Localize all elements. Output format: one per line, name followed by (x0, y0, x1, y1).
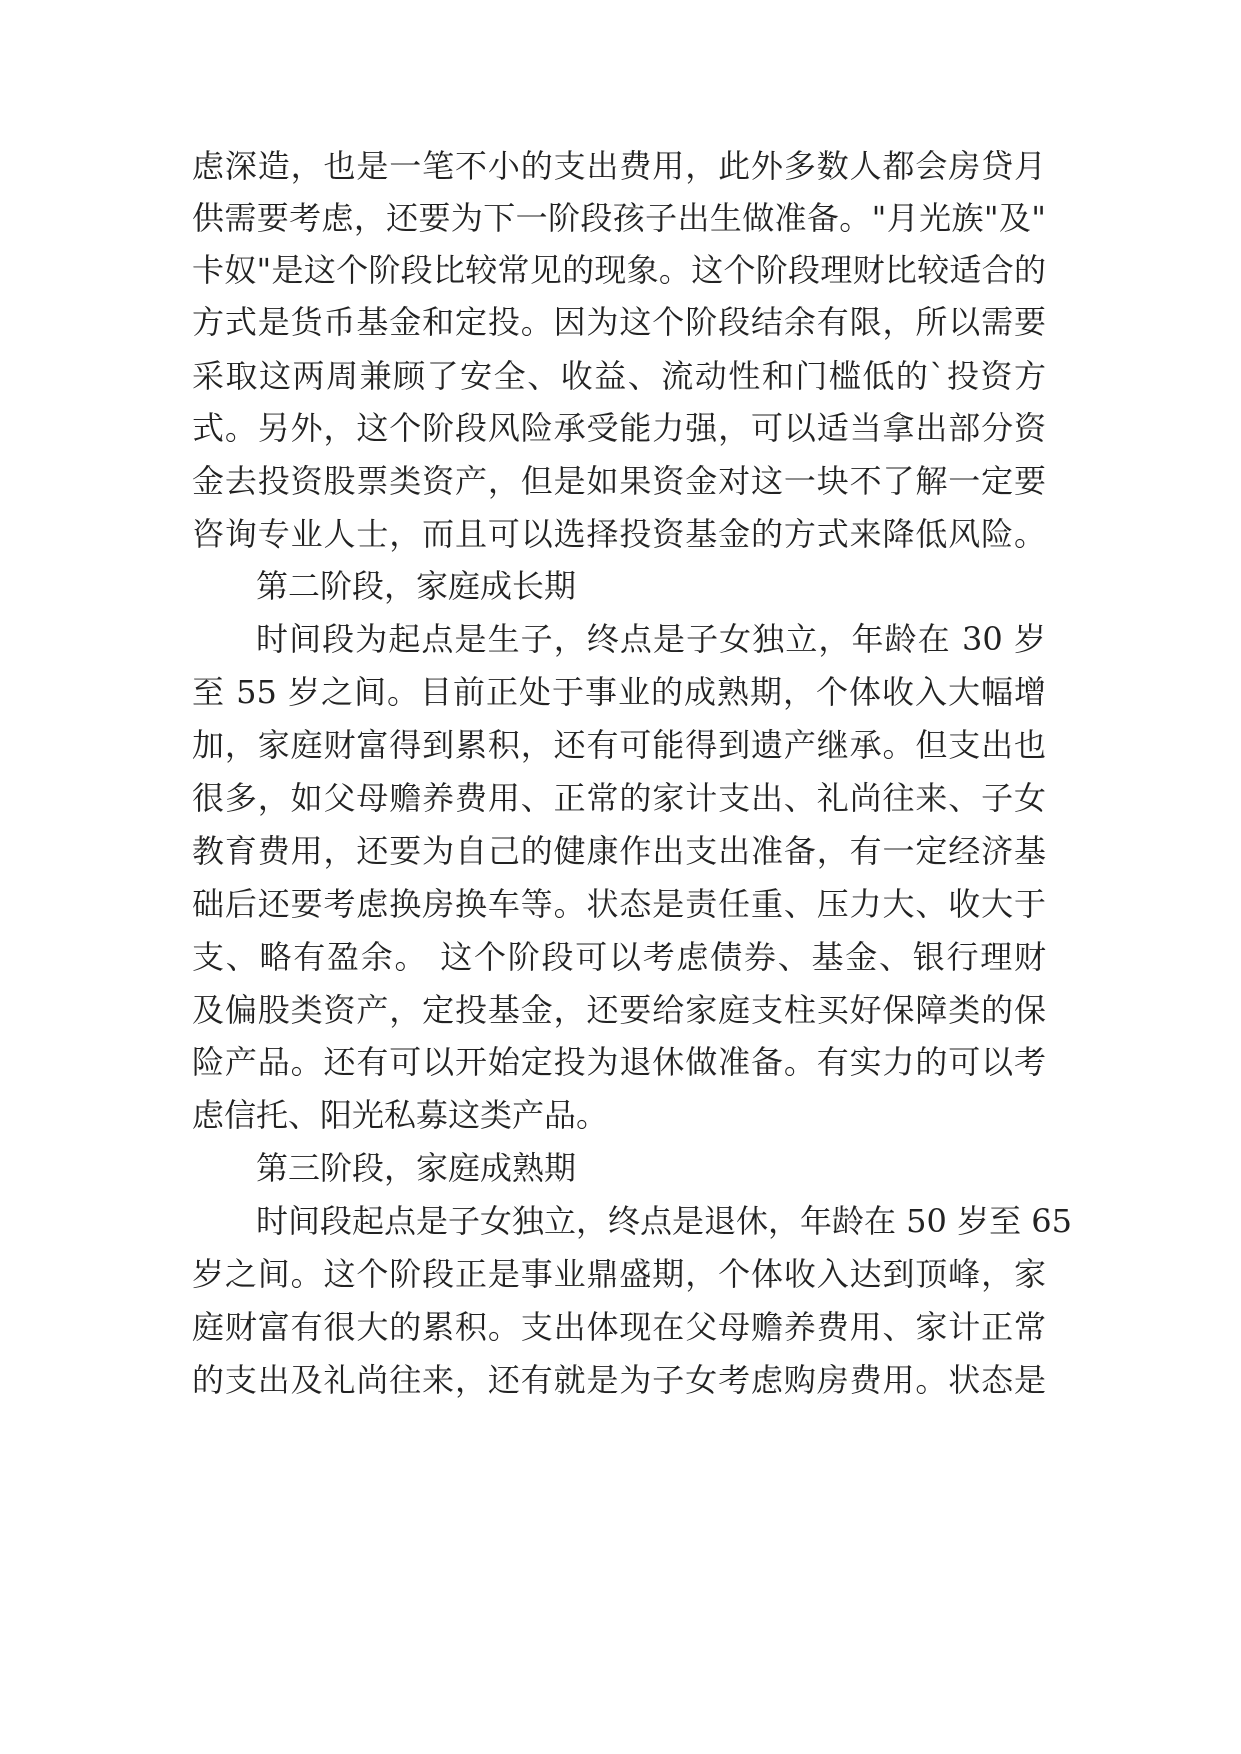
section-heading-stage-two: 第二阶段，家庭成长期 (256, 567, 577, 605)
paragraph-line: 至 55 岁之间。目前正处于事业的成熟期，个体收入大幅增 (192, 673, 1046, 711)
paragraph-line: 岁之间。这个阶段正是事业鼎盛期，个体收入达到顶峰，家 (192, 1255, 1046, 1293)
paragraph-line: 险产品。还有可以开始定投为退休做准备。有实力的可以考 (192, 1043, 1046, 1081)
paragraph-line: 础后还要考虑换房换车等。状态是责任重、压力大、收大于 (192, 885, 1046, 923)
paragraph-line: 庭财富有很大的累积。支出体现在父母赡养费用、家计正常 (192, 1308, 1046, 1346)
paragraph-line: 教育费用，还要为自己的健康作出支出准备，有一定经济基 (192, 832, 1046, 870)
paragraph-line: 时间段起点是子女独立，终点是退休，年龄在 50 岁至 65 (256, 1202, 1072, 1240)
paragraph-line: 采取这两周兼顾了安全、收益、流动性和门槛低的`投资方 (192, 357, 1046, 395)
paragraph-line: 很多，如父母赡养费用、正常的家计支出、礼尚往来、子女 (192, 779, 1046, 817)
paragraph-line: 时间段为起点是生子，终点是子女独立，年龄在 30 岁 (256, 620, 1046, 658)
paragraph-line: 虑信托、阳光私募这类产品。 (192, 1096, 609, 1134)
paragraph-line: 卡奴"是这个阶段比较常见的现象。这个阶段理财比较适合的 (192, 251, 1046, 289)
paragraph-line: 的支出及礼尚往来，还有就是为子女考虑购房费用。状态是 (192, 1361, 1046, 1399)
paragraph-line: 及偏股类资产，定投基金，还要给家庭支柱买好保障类的保 (192, 991, 1046, 1029)
paragraph-line: 式。另外，这个阶段风险承受能力强，可以适当拿出部分资 (192, 409, 1046, 447)
paragraph-line: 方式是货币基金和定投。因为这个阶段结余有限，所以需要 (192, 303, 1046, 341)
section-heading-stage-three: 第三阶段，家庭成熟期 (256, 1149, 577, 1187)
paragraph-line: 金去投资股票类资产，但是如果资金对这一块不了解一定要 (192, 462, 1046, 500)
paragraph-line: 供需要考虑，还要为下一阶段孩子出生做准备。"月光族"及" (192, 199, 1046, 237)
paragraph-line: 加，家庭财富得到累积，还有可能得到遗产继承。但支出也 (192, 726, 1046, 764)
paragraph-line: 咨询专业人士，而且可以选择投资基金的方式来降低风险。 (192, 515, 1046, 553)
paragraph-line: 支、略有盈余。 这个阶段可以考虑债券、基金、银行理财 (192, 938, 1046, 976)
paragraph-line: 虑深造，也是一笔不小的支出费用，此外多数人都会房贷月 (192, 147, 1046, 185)
